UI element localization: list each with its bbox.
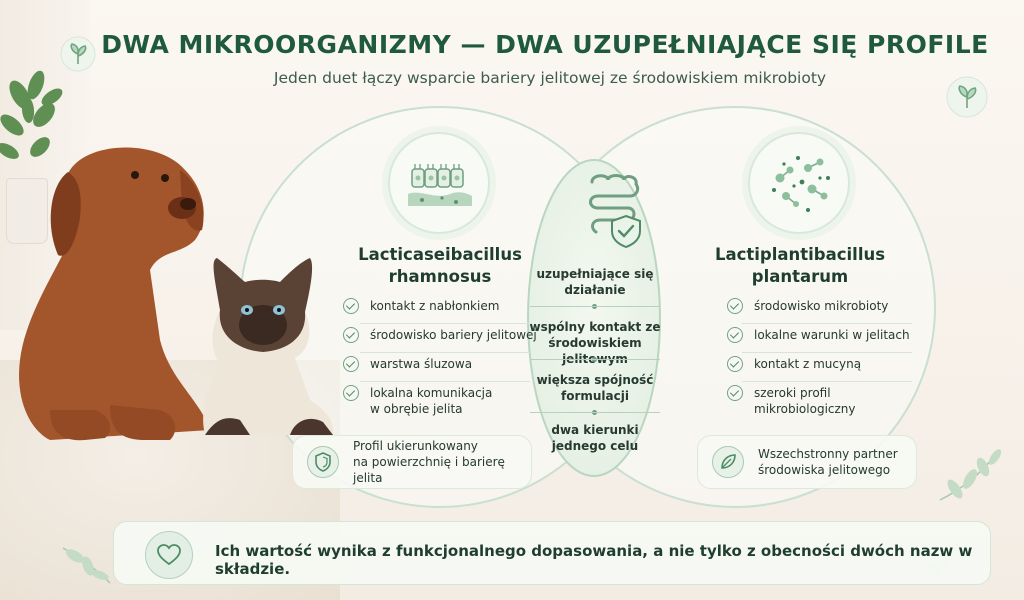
- divider: [360, 381, 530, 382]
- list-item: środowisko bariery jelitowej: [343, 327, 543, 343]
- check-icon: [727, 327, 743, 343]
- center-item: wspólny kontakt ze środowiskiem: [529, 320, 661, 350]
- check-icon: [343, 298, 359, 314]
- divider: [360, 352, 530, 353]
- check-icon: [727, 298, 743, 314]
- left-profile-card: Profil ukierunkowany na powierzchnię i barierę jelita: [292, 435, 532, 489]
- divider: [742, 323, 912, 324]
- left-feature-list: [343, 298, 543, 417]
- divider: [530, 412, 660, 413]
- right-profile-card: Wszechstronny partner środowiska jelitowego: [697, 435, 917, 489]
- heart-icon: [145, 531, 193, 579]
- list-item: środowisko mikrobioty: [727, 298, 927, 314]
- intestine-shield-icon: [578, 168, 652, 256]
- list-item: kontakt z mucyną: [727, 356, 927, 372]
- intestinal-barrier-icon: [388, 132, 490, 234]
- list-item: lokalne warunki w jelitach: [727, 327, 927, 343]
- leaf-icon: [712, 446, 744, 478]
- center-item: uzupełniające się działanie: [536, 267, 654, 297]
- divider: [360, 323, 530, 324]
- shield-icon: [307, 446, 339, 478]
- list-item: warstwa śluzowa: [343, 356, 543, 372]
- divider: [530, 359, 660, 360]
- list-item: lokalna komunikacja w obrębie jelita: [343, 385, 543, 417]
- check-icon: [727, 385, 743, 401]
- divider: [742, 381, 912, 382]
- banner-text: Ich wartość wynika z funkcjonalnego dopasowania, a nie tylko z obecności dwóch nazw w składzie.: [215, 542, 973, 578]
- check-icon: [343, 356, 359, 372]
- page-title: DWA MIKROORGANIZMY — DWA UZUPEŁNIAJĄCE SIĘ PROFILE: [101, 30, 989, 59]
- right-panel-title: Lactiplantibacillus plantarum: [714, 245, 886, 286]
- sprout-icon: [946, 76, 988, 118]
- leaf-branch-icon: [55, 528, 115, 588]
- center-item: dwa kierunki jednego celu: [551, 423, 639, 453]
- page-subtitle: Jeden duet łączy wsparcie bariery jelitowej ze środowiskiem mikrobioty: [273, 69, 827, 87]
- divider: [530, 306, 660, 307]
- check-icon: [343, 385, 359, 401]
- dog-illustration: [10, 130, 220, 450]
- center-item: większa spójność formulacji: [536, 373, 654, 403]
- check-icon: [343, 327, 359, 343]
- microbiota-icon: [748, 132, 850, 234]
- cat-illustration: [195, 250, 340, 440]
- leaf-branch-icon: [935, 445, 1005, 505]
- list-item: kontakt z nabłonkiem: [343, 298, 543, 314]
- check-icon: [727, 356, 743, 372]
- left-panel-title: Lacticaseibacillus rhamnosus: [358, 245, 522, 286]
- list-item: szeroki profil mikrobiologiczny: [727, 385, 927, 417]
- divider: [742, 352, 912, 353]
- right-feature-list: [727, 298, 927, 417]
